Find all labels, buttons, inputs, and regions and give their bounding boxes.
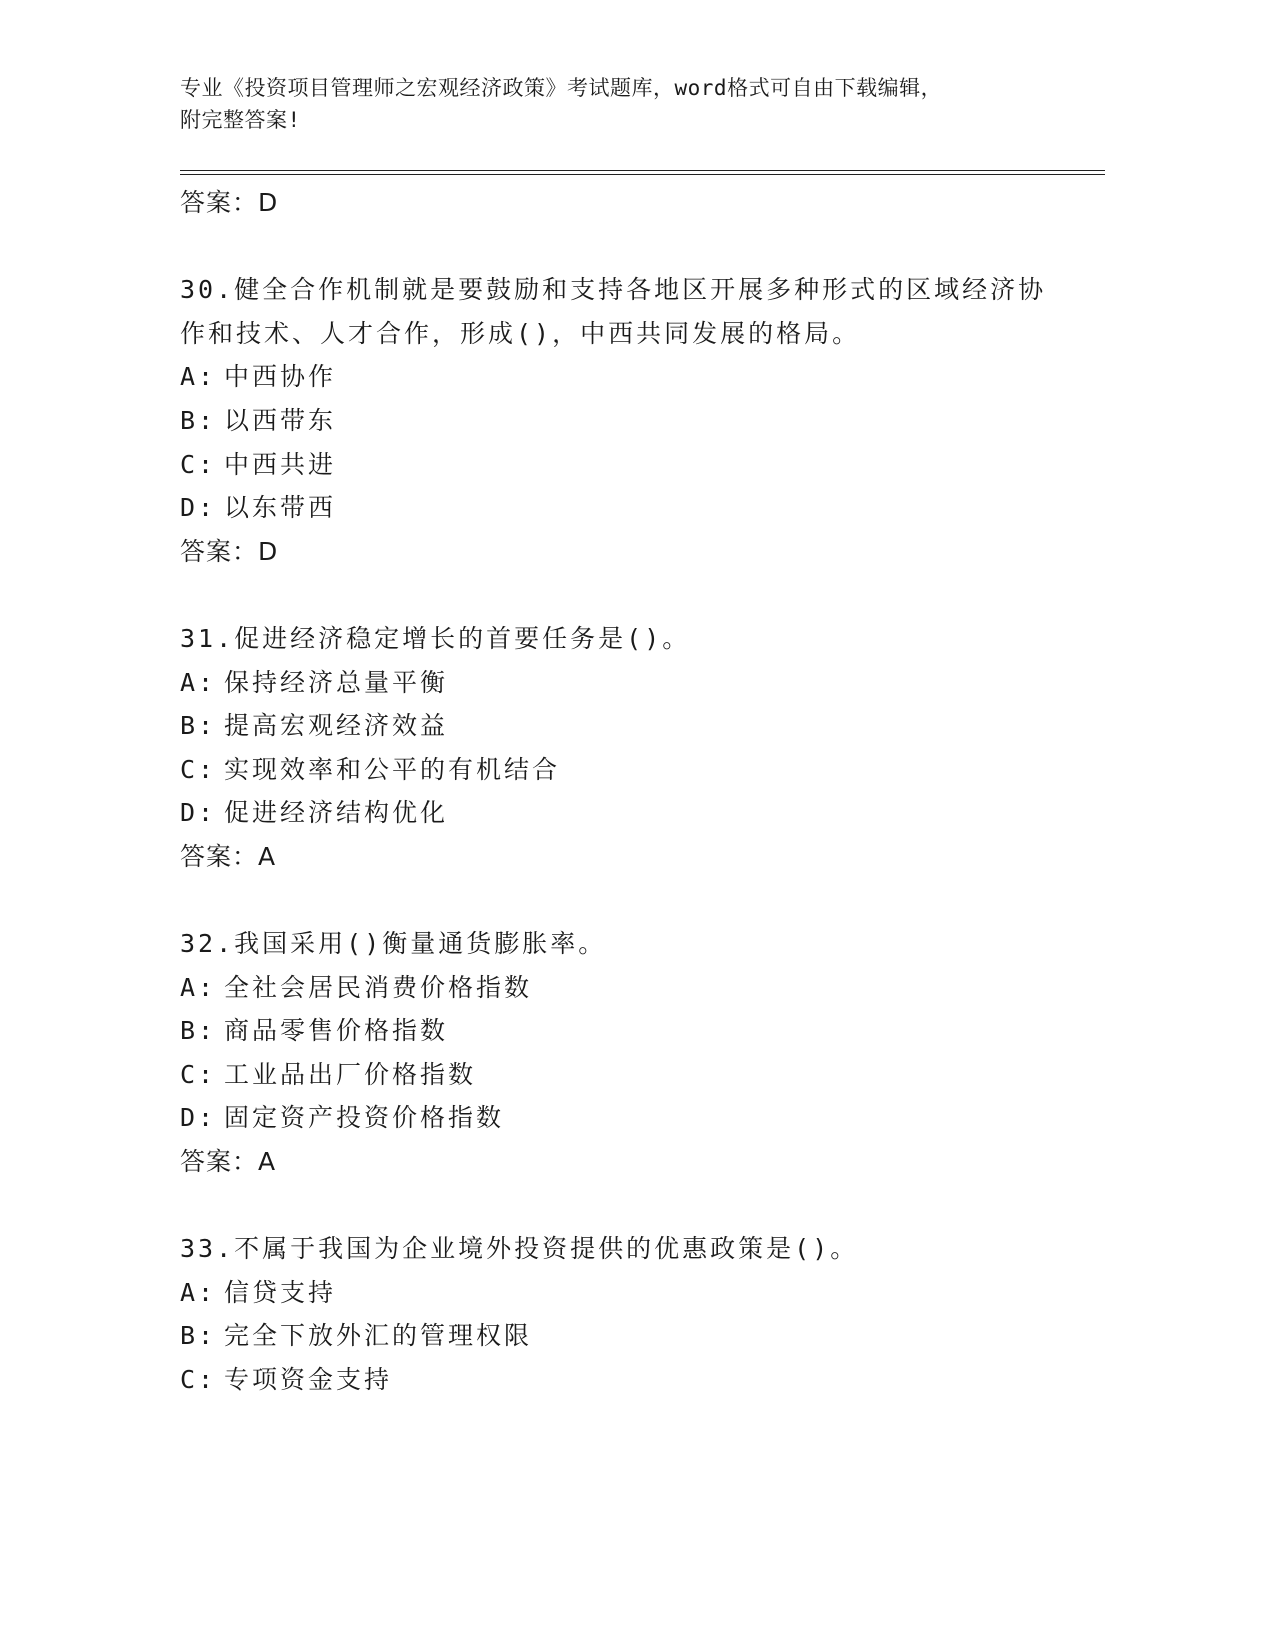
question-spacer [180,879,1105,923]
question-spacer [180,573,1105,617]
option-letter: A: [180,1277,217,1307]
option-text: 工业品出厂价格指数 [224,1059,477,1089]
option-letter: B: [180,1321,217,1351]
option-row [180,791,1105,835]
question-stem-line: 33.不属于我国为企业境外投资提供的优惠政策是()。 [180,1234,859,1264]
option-letter: D: [180,493,217,523]
option-row [180,1009,1105,1053]
option-text: 固定资产投资价格指数 [224,1103,505,1133]
option-letter: D: [180,798,217,828]
option-row [180,399,1105,443]
option-row [180,486,1105,530]
option-text: 完全下放外汇的管理权限 [224,1321,533,1351]
option-text: 保持经济总量平衡 [224,667,449,697]
option-row [180,661,1105,705]
answer-line: 答案：A [180,1147,277,1177]
answer-line: 答案：D [180,536,279,566]
option-text: 实现效率和公平的有机结合 [224,754,561,784]
header-line-2: 附完整答案! [180,108,301,132]
option-letter: B: [180,405,217,435]
option-text: 促进经济结构优化 [224,798,449,828]
option-row [180,704,1105,748]
header-line-1: 专业《投资项目管理师之宏观经济政策》考试题库，word格式可自由下载编辑， [180,76,943,100]
option-text: 以东带西 [224,493,337,523]
option-row [180,1053,1105,1097]
option-row [180,748,1105,792]
option-letter: C: [180,449,217,479]
question-stem-line: 31.促进经济稳定增长的首要任务是()。 [180,623,691,653]
question-spacer [180,1184,1105,1228]
option-letter: A: [180,667,217,697]
question-block [180,922,1105,1184]
option-text: 提高宏观经济效益 [224,711,449,741]
previous-answer: 答案：D [180,188,279,217]
page-header [180,72,1080,136]
option-letter: B: [180,711,217,741]
option-row [180,966,1105,1010]
option-letter: A: [180,362,217,392]
question-list [180,181,1105,1402]
question-block [180,1227,1105,1401]
option-letter: B: [180,1016,217,1046]
option-row [180,1358,1105,1402]
option-text: 信贷支持 [224,1277,337,1307]
question-block [180,617,1105,879]
option-letter: C: [180,754,217,784]
option-text: 全社会居民消费价格指数 [224,972,533,1002]
option-row [180,443,1105,487]
option-row [180,355,1105,399]
question-stem-line: 32.我国采用()衡量通货膨胀率。 [180,929,607,959]
option-text: 专项资金支持 [224,1365,393,1395]
question-spacer [180,225,1105,269]
option-row [180,1271,1105,1315]
option-letter: C: [180,1059,217,1089]
option-row [180,1096,1105,1140]
header-divider [180,170,1105,175]
question-block [180,268,1105,573]
option-letter: D: [180,1103,217,1133]
option-letter: C: [180,1365,217,1395]
option-text: 商品零售价格指数 [224,1016,449,1046]
option-row [180,1314,1105,1358]
option-letter: A: [180,972,217,1002]
option-text: 以西带东 [224,405,337,435]
option-text: 中西协作 [224,362,337,392]
question-stem-line: 30.健全合作机制就是要鼓励和支持各地区开展多种形式的区域经济协 [180,275,1047,305]
answer-line: 答案：A [180,841,277,871]
question-stem-line: 作和技术、人才合作，形成()，中西共同发展的格局。 [180,318,861,348]
option-text: 中西共进 [224,449,337,479]
